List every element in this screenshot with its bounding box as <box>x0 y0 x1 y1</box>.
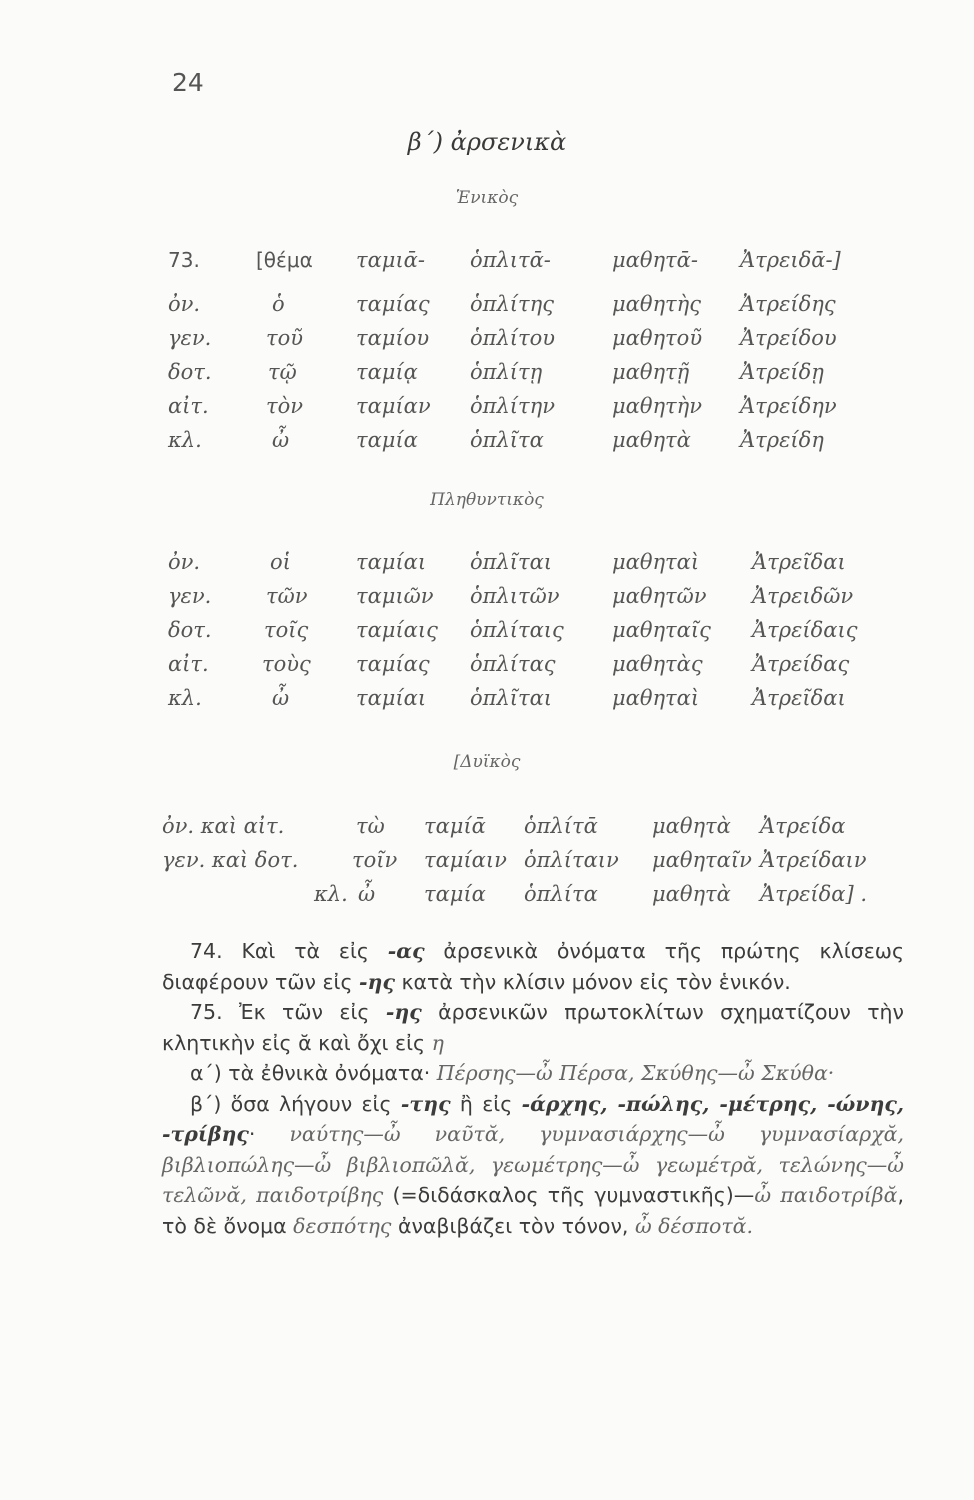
case-label: κλ. <box>168 428 202 452</box>
example-text: ὦ παιδοτρίβᾰ <box>754 1183 898 1207</box>
text-run: (=διδάσκαλος τῆς γυμναστικῆς)— <box>383 1183 755 1207</box>
example-text: δεσπότης <box>293 1213 392 1238</box>
text-run: κατὰ τὴν κλίσιν μόνον εἰς τὸν ἑνικόν. <box>394 969 791 994</box>
paragraph-a <box>162 1058 904 1089</box>
form-cell: ταμίαις <box>356 618 438 642</box>
form-cell: ὁπλίτας <box>470 652 556 676</box>
singular-heading: Ἑνικὸς <box>455 188 519 208</box>
form-cell: Ἀτρείδα] . <box>760 882 867 906</box>
form-cell: Ἀτρεῖδαι <box>752 550 846 574</box>
stem-cell: μαθητᾱ- <box>612 248 698 272</box>
form-cell: μαθητῇ <box>612 360 690 384</box>
case-label: δοτ. <box>168 360 212 384</box>
text-run: Καὶ τὰ εἰς <box>222 939 388 963</box>
paragraph-number: 75. <box>190 1000 223 1024</box>
dual-heading: [Δυϊκὸς <box>453 752 521 772</box>
stem-cell: Ἀτρειδᾱ-] <box>740 248 841 272</box>
example-text: ναύτης—ὦ ναῦτᾰ, γυμνασιάρχης—ὦ γυμνασίαρχᾰ, βιβλιοπώλης—ὦ βιβλιοπῶλᾰ, γεωμέτρης—ὦ γεωμέτρᾰ, τελώνης—ὦ τελῶνᾰ, παιδοτρίβης <box>162 1122 904 1207</box>
form-cell: μαθητὰ <box>652 814 731 838</box>
form-cell: ταμίας <box>356 292 430 316</box>
form-cell: ὁπλίταις <box>470 618 564 642</box>
form-cell: Ἀτρείδη <box>740 428 824 452</box>
table-row <box>0 584 974 618</box>
case-label: δοτ. <box>168 618 212 642</box>
table-row <box>0 550 974 584</box>
section-title: β΄) ἀρσενικὰ <box>407 128 567 156</box>
table-row <box>0 686 974 720</box>
ending: -ης <box>385 1000 422 1024</box>
rules-text <box>162 936 904 1241</box>
example-text: ὦ δέσποτᾰ. <box>634 1213 754 1238</box>
form-cell: ταμίαν <box>356 394 431 418</box>
article-cell: τὸν <box>266 394 304 418</box>
article-cell: τοῖς <box>264 618 309 642</box>
case-label: ὀν. <box>168 550 201 574</box>
article-cell: τῷ <box>268 360 297 384</box>
table-row <box>0 360 974 394</box>
text-run: ἢ εἰς <box>450 1091 522 1116</box>
form-cell: μαθηταὶ <box>612 550 700 574</box>
article-cell: τὼ <box>356 814 385 838</box>
form-cell: ταμίᾳ <box>356 360 418 384</box>
form-cell: Ἀτρεῖδαι <box>752 686 846 710</box>
form-cell: μαθητὰ <box>612 428 691 452</box>
article-cell: ὦ <box>358 882 376 906</box>
table-row <box>0 394 974 428</box>
text-run: ἀναβιβάζει τὸν τόνον, <box>391 1213 635 1238</box>
theme-label: [θέμα <box>256 248 313 272</box>
article-cell: ὦ <box>272 686 290 710</box>
paragraph-74 <box>162 936 904 997</box>
form-cell: ὁπλιτῶν <box>470 584 560 608</box>
form-cell: ὁπλίταιν <box>524 848 619 872</box>
form-cell: μαθηταῖς <box>612 618 711 642</box>
table-row <box>0 848 974 882</box>
case-label: γεν. <box>168 326 212 350</box>
paragraph-number: 74. <box>190 939 223 963</box>
paragraph-number: 73. <box>168 248 200 272</box>
form-cell: μαθητῶν <box>612 584 707 608</box>
paragraph-b <box>162 1089 904 1242</box>
form-cell: Ἀτρειδῶν <box>752 584 854 608</box>
form-cell: μαθητὴν <box>612 394 703 418</box>
table-row <box>0 814 974 848</box>
form-cell: μαθητὰ <box>652 882 731 906</box>
table-row <box>0 652 974 686</box>
table-row <box>0 326 974 360</box>
text-run: , τὸ δὲ ὄνομα <box>162 1183 904 1238</box>
case-label: γεν. <box>168 584 212 608</box>
table-row <box>0 618 974 652</box>
ending: -άρχης, -πώλης, -μέτρης, -ώνης, -τρίβης <box>162 1091 904 1146</box>
article-cell: οἱ <box>270 550 291 574</box>
form-cell: ταμίας <box>356 652 430 676</box>
form-cell: μαθητοῦ <box>612 326 703 350</box>
form-cell: ὁπλίτῃ <box>470 360 543 384</box>
form-cell: Ἀτρείδης <box>740 292 836 316</box>
case-label: αἰτ. <box>168 394 209 418</box>
form-cell: μαθηταὶ <box>612 686 700 710</box>
paragraph-75 <box>162 997 904 1058</box>
case-label: κλ. <box>314 882 348 906</box>
article-cell: τῶν <box>266 584 308 608</box>
text-run: α΄) τὰ ἐθνικὰ ὀνόματα· <box>190 1061 437 1085</box>
form-cell: ταμιῶν <box>356 584 434 608</box>
page-number: 24 <box>172 68 204 97</box>
form-cell: Ἀτρείδαις <box>752 618 858 642</box>
case-label: ὀν. καὶ αἰτ. <box>162 814 285 838</box>
form-cell: ὁπλίτης <box>470 292 554 316</box>
table-row <box>0 428 974 462</box>
form-cell: Ἀτρείδῃ <box>740 360 824 384</box>
form-cell: Ἀτρείδην <box>740 394 837 418</box>
form-cell: ταμία <box>356 428 418 452</box>
text-run: · <box>248 1122 290 1146</box>
stems-row <box>0 248 974 282</box>
form-cell: Ἀτρείδα <box>760 814 846 838</box>
form-cell: Ἀτρείδας <box>752 652 850 676</box>
ending: -ης <box>359 969 395 994</box>
table-row <box>0 882 974 916</box>
ending: -της <box>400 1091 451 1116</box>
article-cell: ὦ <box>272 428 290 452</box>
text-run: β΄) ὅσα λήγουν εἰς <box>190 1091 401 1116</box>
form-cell: Ἀτρείδου <box>740 326 837 350</box>
form-cell: ταμίαιν <box>424 848 507 872</box>
case-label: γεν. καὶ δοτ. <box>162 848 299 872</box>
form-cell: ταμία <box>424 882 486 906</box>
form-cell: Ἀτρείδαιν <box>760 848 867 872</box>
form-cell: ταμίᾱ <box>424 814 486 838</box>
form-cell: ὁπλίτᾱ <box>524 814 598 838</box>
form-cell: ταμίαι <box>356 686 427 710</box>
form-cell: ὁπλίτα <box>524 882 598 906</box>
plural-heading: Πληθυντικὸς <box>430 490 544 510</box>
text-run: ἀρσενικὰ ὀνόματα τῆς πρώτης κλίσεως διαφέρουν τῶν εἰς <box>162 939 904 994</box>
form-cell: ταμίαι <box>356 550 427 574</box>
form-cell: ταμίου <box>356 326 430 350</box>
article-cell: ὁ <box>272 292 285 316</box>
example-text: Πέρσης—ὦ Πέρσα, Σκύθης—ὦ Σκύθα· <box>436 1061 835 1085</box>
article-cell: τοὺς <box>262 652 311 676</box>
form-cell: μαθητὴς <box>612 292 702 316</box>
form-cell: ὁπλῖται <box>470 686 553 710</box>
table-row <box>0 292 974 326</box>
form-cell: ὁπλίτου <box>470 326 556 350</box>
article-cell: τοῖν <box>352 848 398 872</box>
case-label: κλ. <box>168 686 202 710</box>
form-cell: μαθηταῖν <box>652 848 752 872</box>
stem-cell: ὁπλιτᾱ- <box>470 248 551 272</box>
form-cell: ὁπλῖται <box>470 550 553 574</box>
form-cell: ὁπλίτην <box>470 394 555 418</box>
text-run: Ἐκ τῶν εἰς <box>222 1000 386 1024</box>
ending: -ας <box>387 939 425 963</box>
article-cell: τοῦ <box>266 326 304 350</box>
stem-cell: ταμιᾱ- <box>356 248 425 272</box>
ending: η <box>431 1030 444 1055</box>
form-cell: μαθητὰς <box>612 652 703 676</box>
case-label: ὀν. <box>168 292 201 316</box>
case-label: αἰτ. <box>168 652 209 676</box>
form-cell: ὁπλῖτα <box>470 428 544 452</box>
text-run: ἀρσενικῶν πρωτοκλίτων σχηματίζουν τὴν κλητικὴν εἰς ᾰ καὶ ὄχι εἰς <box>162 1000 904 1055</box>
